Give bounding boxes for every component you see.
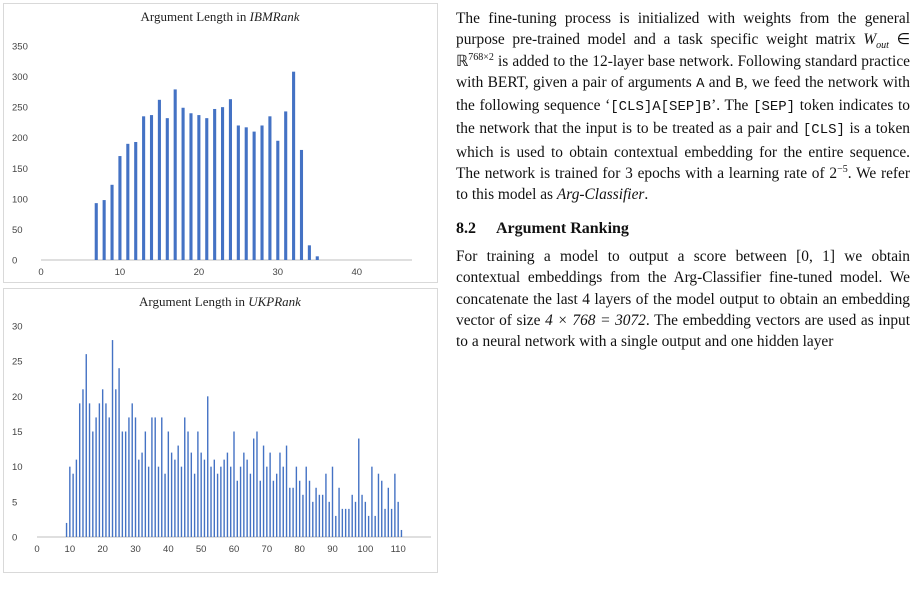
ukprank-bar <box>306 467 307 537</box>
ukprank-bar <box>76 460 77 537</box>
embedding-size-math: 4 × 768 = 3072 <box>545 311 646 329</box>
ukprank-bar <box>237 481 238 537</box>
ibmrank-bar <box>110 185 113 260</box>
ukprank-bar <box>315 488 316 537</box>
ibmrank-bar <box>134 142 137 260</box>
ukprank-bar <box>220 467 221 537</box>
ibmrank-y-tick-label: 50 <box>12 224 23 236</box>
ukprank-bar <box>312 502 313 537</box>
ukprank-bar <box>240 467 241 537</box>
ibmrank-y-tick-label: 0 <box>12 255 18 267</box>
ibmrank-x-tick-label: 0 <box>38 267 44 278</box>
ukprank-bar <box>72 474 73 537</box>
ukprank-bar <box>233 432 234 538</box>
ukprank-bar <box>141 453 142 537</box>
ukprank-bar <box>279 453 280 537</box>
ukprank-bar <box>345 509 346 537</box>
ibmrank-bar <box>142 116 145 260</box>
ukprank-bar <box>397 502 398 537</box>
ukprank-x-tick-label: 10 <box>64 544 76 555</box>
ibmrank-x-tick-label: 20 <box>193 267 205 278</box>
ukprank-bar <box>158 467 159 537</box>
ukprank-bar <box>122 432 123 538</box>
ibmrank-bar <box>158 100 161 260</box>
ukprank-bar <box>378 474 379 537</box>
ukprank-bar <box>200 453 201 537</box>
ukprank-bar <box>368 516 369 537</box>
section-heading <box>456 218 910 239</box>
ukprank-bar <box>79 403 80 537</box>
ibmrank-bar <box>300 150 303 260</box>
ukprank-x-tick-label: 0 <box>34 544 40 555</box>
ibmrank-x-tick-label: 10 <box>114 267 126 278</box>
ibmrank-bar <box>126 144 129 260</box>
ukprank-bar <box>266 467 267 537</box>
ukprank-bar <box>92 432 93 538</box>
ukprank-bar <box>105 403 106 537</box>
ukprank-y-tick-label: 20 <box>12 391 23 403</box>
ukprank-bar <box>292 488 293 537</box>
ukprank-bar <box>302 495 303 537</box>
ukprank-x-tick-label: 60 <box>228 544 240 555</box>
ukprank-bar <box>269 453 270 537</box>
ukprank-bar <box>273 481 274 537</box>
ukprank-x-tick-label: 90 <box>327 544 338 555</box>
section-title: Argument Ranking <box>496 219 629 237</box>
ukprank-x-tick-label: 70 <box>261 544 273 555</box>
ukprank-x-tick-label: 50 <box>195 544 207 555</box>
ibmrank-chart-title: Argument Length in IBMRank <box>140 9 300 24</box>
ibmrank-x-tick-label: 30 <box>272 267 284 278</box>
ibmrank-bar <box>205 118 208 260</box>
ukprank-bar <box>401 530 402 537</box>
ukprank-bar <box>391 509 392 537</box>
ibmrank-bars <box>95 72 319 260</box>
ibmrank-bar <box>292 72 295 260</box>
ibmrank-y-tick-label: 300 <box>12 72 28 84</box>
ibmrank-y-tick-label: 350 <box>12 41 28 53</box>
ibmrank-y-tick-label: 250 <box>12 102 28 114</box>
ukprank-bar <box>177 446 178 537</box>
ibmrank-bar <box>221 107 224 260</box>
ibmrank-bar <box>103 200 106 260</box>
ukprank-bar <box>256 432 257 538</box>
ukprank-bar <box>361 495 362 537</box>
ibmrank-bar <box>276 141 279 260</box>
ibmrank-bar <box>197 115 200 260</box>
ukprank-bar <box>155 417 156 537</box>
ukprank-bar <box>250 474 251 537</box>
ukprank-bar <box>89 403 90 537</box>
ibmrank-bar <box>118 156 121 260</box>
ukprank-y-tick-label: 15 <box>12 427 23 438</box>
ukprank-x-tick-label: 100 <box>357 544 374 555</box>
ibmrank-x-tick-label: 40 <box>351 267 363 278</box>
ukprank-bar <box>246 460 247 537</box>
ukprank-bar <box>161 417 162 537</box>
ukprank-bar <box>69 467 70 537</box>
ukprank-bar <box>335 516 336 537</box>
ukprank-bar <box>319 495 320 537</box>
ukprank-bar <box>112 340 113 537</box>
ukprank-bar <box>214 460 215 537</box>
ukprank-bar <box>322 495 323 537</box>
ukprank-bar <box>187 432 188 538</box>
paper-text-column <box>456 8 910 352</box>
ukprank-bar <box>181 467 182 537</box>
ukprank-bar <box>329 502 330 537</box>
ibmrank-bar <box>308 245 311 260</box>
ukprank-bar <box>384 509 385 537</box>
ukprank-bar <box>184 417 185 537</box>
ukprank-bar <box>210 467 211 537</box>
ukprank-bar <box>342 509 343 537</box>
ukprank-bar <box>283 467 284 537</box>
ibmrank-axis-ticks <box>12 42 412 279</box>
ukprank-y-tick-label: 0 <box>12 532 18 544</box>
ibmrank-y-tick-label: 150 <box>12 163 28 175</box>
code-sequence: [CLS]A[SEP]B <box>610 99 712 116</box>
ibmrank-bar <box>95 203 98 260</box>
ukprank-bar <box>332 467 333 537</box>
ibmrank-bar <box>213 109 216 260</box>
ibmrank-bar <box>150 115 153 260</box>
ukprank-x-tick-label: 80 <box>294 544 305 555</box>
ibmrank-bar <box>245 127 248 260</box>
ukprank-bar <box>394 474 395 537</box>
ukprank-bar <box>227 453 228 537</box>
ukprank-bar <box>151 417 152 537</box>
model-name: Arg-Classifier <box>556 186 645 204</box>
ukprank-bar <box>365 502 366 537</box>
ukprank-bar <box>381 481 382 537</box>
ukprank-bar <box>135 417 136 537</box>
ibmrank-bar <box>253 132 256 260</box>
ukprank-y-tick-label: 30 <box>12 321 23 333</box>
ukprank-bar <box>348 509 349 537</box>
weight-matrix-symbol: $W_{out}$ <box>863 31 889 52</box>
ukprank-bar <box>197 432 198 538</box>
ibmrank-bar <box>182 108 185 260</box>
ibmrank-bar <box>174 89 177 260</box>
ukprank-bar <box>286 446 287 537</box>
ukprank-bar <box>253 439 254 537</box>
ibmrank-bar <box>284 111 287 260</box>
ukprank-bar <box>164 474 165 537</box>
ukprank-bar <box>338 488 339 537</box>
ukprank-bar <box>325 474 326 537</box>
ukprank-bar <box>109 417 110 537</box>
ukprank-x-tick-label: 40 <box>163 544 174 555</box>
ukprank-bar <box>191 453 192 537</box>
ukprank-x-tick-label: 30 <box>130 544 141 555</box>
ukprank-bar <box>207 396 208 537</box>
ukprank-bar <box>309 481 310 537</box>
ukprank-bar <box>352 495 353 537</box>
ukprank-bar <box>125 432 126 538</box>
code-cls: [CLS] <box>802 122 845 139</box>
ukprank-bar <box>102 389 103 537</box>
ukprank-bar <box>128 417 129 537</box>
ukprank-bars <box>66 340 402 537</box>
ukprank-bar <box>171 453 172 537</box>
ukprank-x-tick-label: 110 <box>390 544 406 555</box>
ibmrank-bar <box>316 256 319 260</box>
ukprank-bar <box>82 389 83 537</box>
ukprank-bar <box>145 432 146 538</box>
ibmrank-bar <box>189 113 192 260</box>
ukprank-bar <box>355 502 356 537</box>
ukprank-bar <box>95 417 96 537</box>
ukprank-bar <box>66 523 67 537</box>
ibmrank-bar <box>229 99 232 260</box>
ukprank-bar <box>204 460 205 537</box>
ukprank-chart-svg <box>4 289 437 572</box>
ukprank-bar <box>260 481 261 537</box>
ukprank-bar <box>86 354 87 537</box>
section-number: 8.2 <box>456 219 476 237</box>
ukprank-bar <box>115 389 116 537</box>
ukprank-chart-title: Argument Length in UKPRank <box>139 294 301 309</box>
ukprank-bar <box>174 460 175 537</box>
ukprank-bar <box>138 460 139 537</box>
ukprank-bar <box>148 467 149 537</box>
ukprank-bar <box>118 368 119 537</box>
ranking-paragraph: For training a model to output a score between [0, 1] we obtain contextual embeddings from the Arg-Classifier fine-tuned model. We concatenate the last 4 layers of the model output to obtain an embedding vector of size 4 × 768 = 3072. The embedding vectors are used as input to a neural network with a single output and one hidden layer <box>456 247 910 351</box>
ukprank-length-chart <box>3 288 438 573</box>
ukprank-bar <box>223 460 224 537</box>
ukprank-bar <box>263 446 264 537</box>
code-a: A <box>696 75 705 92</box>
ukprank-y-tick-label: 5 <box>12 497 18 509</box>
ukprank-bar <box>99 403 100 537</box>
ukprank-bar <box>276 474 277 537</box>
code-sep: [SEP] <box>753 99 796 116</box>
ibmrank-chart-svg <box>4 4 437 282</box>
ibmrank-bar <box>268 116 271 260</box>
ibmrank-bar <box>237 125 240 260</box>
ukprank-bar <box>217 474 218 537</box>
ukprank-bar <box>388 488 389 537</box>
interval-math: [0, 1] <box>796 247 835 265</box>
ukprank-bar <box>299 481 300 537</box>
ukprank-y-tick-label: 10 <box>12 462 23 474</box>
ibmrank-bar <box>260 125 263 260</box>
ukprank-bar <box>132 403 133 537</box>
ukprank-bar <box>230 467 231 537</box>
ukprank-x-tick-label: 20 <box>97 544 108 555</box>
ukprank-y-tick-label: 25 <box>12 356 23 368</box>
ukprank-bar <box>168 432 169 538</box>
ukprank-bar <box>358 439 359 537</box>
ibmrank-y-tick-label: 200 <box>12 133 28 145</box>
ibmrank-length-chart <box>3 3 438 283</box>
ukprank-bar <box>371 467 372 537</box>
ukprank-bar <box>289 488 290 537</box>
ukprank-bar <box>296 467 297 537</box>
ibmrank-bar <box>166 118 169 260</box>
ukprank-bar <box>374 516 375 537</box>
ukprank-bar <box>194 474 195 537</box>
finetuning-paragraph: The fine-tuning process is initialized with weights from the general purpose pre-trained model and a task specific weight matrix $W_{out}$ ∈ ℝ$^{768\times 2}$ is added to the 12-layer base network. Following standard practice with BERT, given a pair of arguments A and B, we feed the network with the following sequence ‘[CLS]A[SEP]B’. The [SEP] token indicates to the network that the input is to be treated as a pair and [CLS] is a token which is used to obtain contextual embedding for the entire sequence. The network is trained for 3 epochs with a learning rate of $2^{-5}$. We refer to this model as Arg-Classifier. <box>456 10 910 204</box>
ibmrank-y-tick-label: 100 <box>12 194 28 206</box>
ukprank-bar <box>243 453 244 537</box>
code-b: B <box>735 75 744 92</box>
